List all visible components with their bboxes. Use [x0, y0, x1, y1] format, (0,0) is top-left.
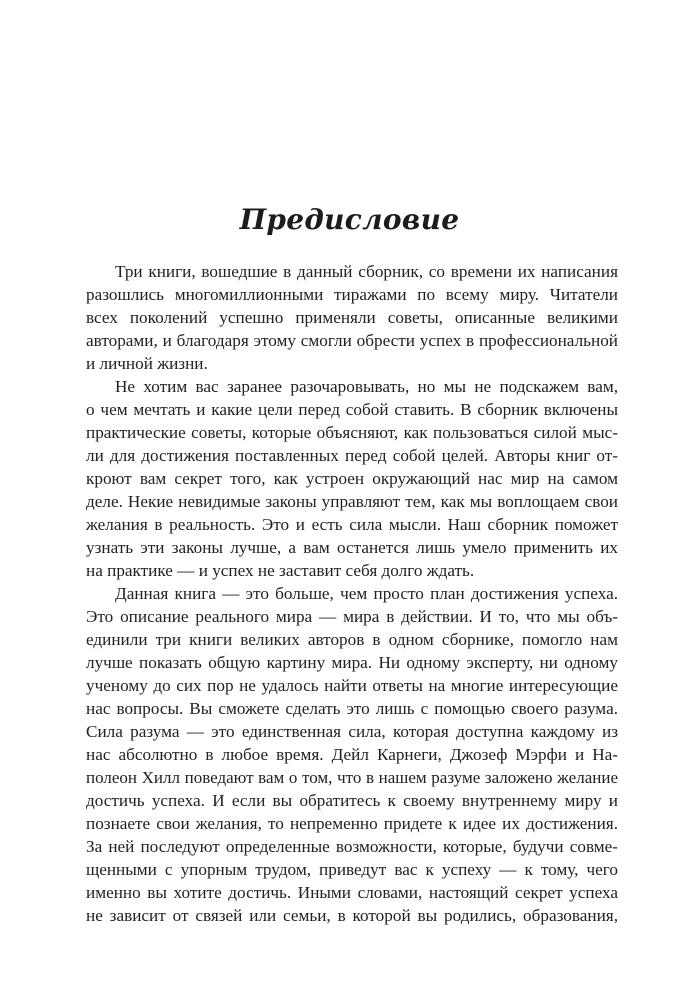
text-line: на практике — и успех не заставит себя долго ждать. — [86, 561, 475, 580]
text-line: не зависит от связей или семьи, в которой вы родились, образования, — [86, 906, 618, 925]
text-line: и личной жизни. — [86, 354, 208, 373]
text-line: всех поколений успешно применяли советы, описанные великими — [86, 308, 618, 327]
text-line: лучше показать общую картину мира. Ни одному эксперту, ни одному — [86, 653, 618, 672]
text-line: полеон Хилл поведают вам о том, что в нашем разуме заложено желание — [86, 768, 618, 787]
text-line: кроют вам секрет того, как устроен окружающий нас мир на самом — [86, 469, 618, 488]
text-line: именно вы хотите достичь. Иными словами, настоящий секрет успеха — [86, 883, 618, 902]
text-line: ли для достижения поставленных перед собой целей. Авторы книг от- — [86, 446, 618, 465]
text-line: Три книги, вошедшие в данный сборник, со времени их написания — [115, 262, 618, 281]
text-line: щенными с упорным трудом, приведут вас к успеху — к тому, чего — [86, 860, 618, 879]
text-line: ученому до сих пор не удалось найти ответы на многие интересующие — [86, 676, 618, 695]
text-line: Не хотим вас заранее разочаровывать, но мы не подскажем вам, — [115, 377, 618, 396]
text-line: практические советы, которые объясняют, как пользоваться силой мыс- — [86, 423, 618, 442]
text-line: желания в реальность. Это и есть сила мысли. Наш сборник поможет — [86, 515, 618, 534]
text-line: Данная книга — это больше, чем просто план достижения успеха. — [115, 584, 618, 603]
text-line: авторами, и благодаря этому смогли обрести успех в профессиональной — [86, 331, 618, 350]
text-line: разошлись многомиллионными тиражами по всему миру. Читатели — [86, 285, 618, 304]
text-line: единили три книги великих авторов в одном сборнике, помогло нам — [86, 630, 618, 649]
text-line: За ней последуют определенные возможности, которые, будучи совме- — [86, 837, 618, 856]
text-line: узнать эти законы лучше, а вам останется лишь умело применить их — [86, 538, 618, 557]
text-line: нас вопросы. Вы сможете сделать это лишь с помощью своего разума. — [86, 699, 618, 718]
text-line: познаете свои желания, то непременно придете к идее их достижения. — [86, 814, 618, 833]
text-line: Сила разума — это единственная сила, которая доступна каждому из — [86, 722, 618, 741]
text-line: Это описание реального мира — мира в действии. И то, что мы объ- — [86, 607, 618, 626]
page-title: Предисловие — [239, 203, 460, 236]
text-line: деле. Некие невидимые законы управляют тем, как мы воплощаем свои — [86, 492, 618, 511]
text-line: достичь успеха. И если вы обратитесь к своему внутреннему миру и — [86, 791, 618, 810]
text-line: о чем мечтать и какие цели перед собой ставить. В сборник включены — [86, 400, 618, 419]
text-line: нас абсолютно в любое время. Дейл Карнеги, Джозеф Мэрфи и На- — [86, 745, 618, 764]
